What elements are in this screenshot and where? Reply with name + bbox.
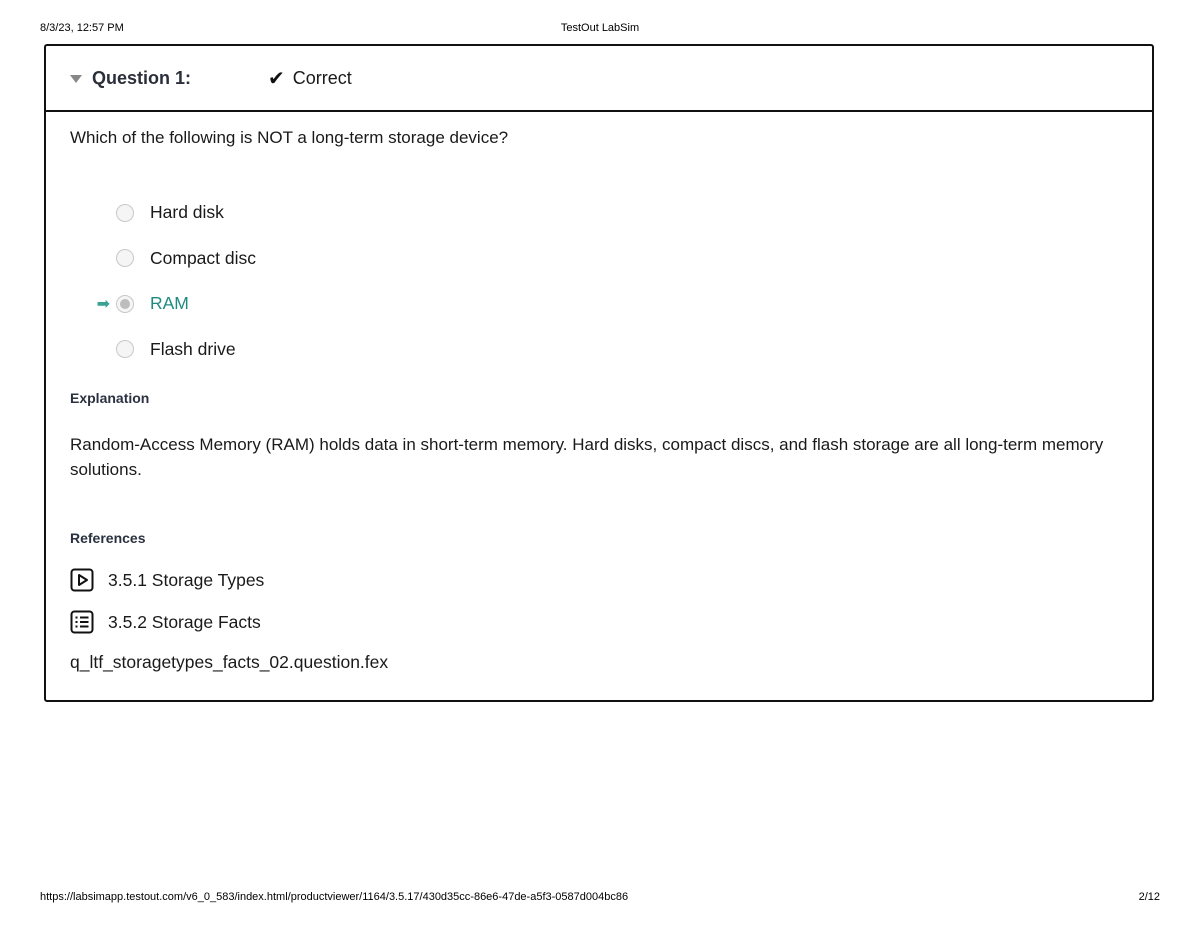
- option-label: Flash drive: [150, 338, 236, 359]
- print-header: [40, 22, 1160, 38]
- reference-storage-types[interactable]: [70, 568, 264, 592]
- print-datetime: 8/3/23, 12:57 PM: [40, 22, 124, 34]
- radio-button[interactable]: [116, 204, 134, 222]
- question-card: [44, 44, 1154, 702]
- question-toggle[interactable]: [70, 68, 191, 89]
- references-title: References: [70, 530, 146, 546]
- list-doc-icon: [70, 610, 94, 634]
- page-number: 2/12: [1138, 891, 1160, 903]
- question-file-id: q_ltf_storagetypes_facts_02.question.fex: [70, 652, 389, 672]
- question-text: Which of the following is NOT a long-term storage device?: [70, 128, 509, 147]
- video-play-icon: [70, 568, 94, 592]
- arrow-right-icon: ➡: [96, 293, 110, 313]
- option-flash-drive[interactable]: [70, 327, 670, 373]
- reference-label: 3.5.2 Storage Facts: [108, 611, 261, 632]
- status-indicator: [268, 66, 352, 90]
- option-label: Hard disk: [150, 202, 224, 223]
- radio-button[interactable]: [116, 249, 134, 267]
- reference-label: 3.5.1 Storage Types: [108, 569, 265, 590]
- page-url: https://labsimapp.testout.com/v6_0_583/index.html/productviewer/1164/3.5.17/430d35cc-86e6-47de-a5f3-0587d004bc86: [40, 891, 629, 903]
- print-title: TestOut LabSim: [560, 22, 640, 34]
- question-number: Question 1:: [92, 68, 192, 88]
- radio-button-selected[interactable]: [116, 295, 134, 313]
- option-label: RAM: [150, 293, 189, 314]
- check-icon: ✔: [268, 66, 285, 90]
- caret-down-icon: [70, 75, 82, 83]
- explanation-text: Random-Access Memory (RAM) holds data in short-term memory. Hard disks, compact discs, and flash storage are all long-term memory solutions.: [70, 435, 1104, 479]
- reference-storage-facts[interactable]: [70, 610, 261, 634]
- option-hard-disk[interactable]: [70, 190, 670, 236]
- radio-button[interactable]: [116, 340, 134, 358]
- question-header: [46, 46, 1152, 112]
- explanation-title: Explanation: [70, 390, 150, 406]
- option-compact-disc[interactable]: [70, 236, 670, 282]
- option-label: Compact disc: [150, 247, 257, 268]
- answer-options: [70, 190, 670, 372]
- option-ram[interactable]: [70, 281, 670, 327]
- status-label: Correct: [292, 67, 352, 88]
- print-footer: [40, 891, 1160, 907]
